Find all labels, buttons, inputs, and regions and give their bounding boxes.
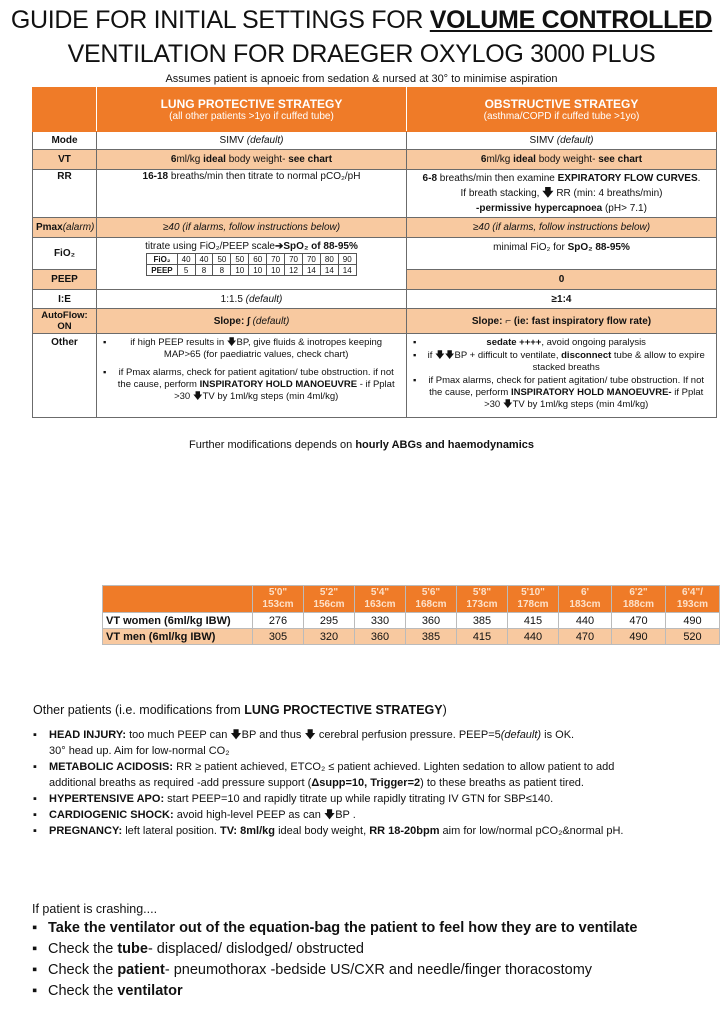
height-ft: 5'6" <box>421 587 441 598</box>
scale-value: 10 <box>249 265 267 276</box>
t: RR ≥ patient achieved, ETCO₂ ≤ patient achieved. Lighten sedation to allow patient to add <box>173 761 615 773</box>
scale-value: 12 <box>285 265 303 276</box>
t: (pH> 7.1) <box>602 203 647 214</box>
list-item <box>32 918 722 939</box>
scale-label: PEEP <box>147 265 177 276</box>
t: Δsupp=10, Trigger=2 <box>311 777 421 789</box>
note: (default) <box>556 135 594 146</box>
t: (default) <box>249 315 290 327</box>
strategy-header-row <box>33 88 717 132</box>
header-blank-cell <box>33 88 97 132</box>
height-cell <box>253 586 304 613</box>
scale-value: 8 <box>213 265 231 276</box>
crashing-heading: If patient is crashing.... <box>32 902 158 916</box>
height-cell <box>508 586 559 613</box>
list-item-continuation <box>33 743 703 759</box>
cell-lung <box>97 290 407 309</box>
t: Check the <box>48 962 118 978</box>
vt-value: 490 <box>612 629 666 645</box>
scale-value: 70 <box>285 254 303 265</box>
t: 6 <box>480 154 487 165</box>
fio2-instruction <box>100 241 403 252</box>
title-emphasis: VOLUME CONTROLLED <box>429 6 713 34</box>
t: (alarm) <box>62 222 95 233</box>
row-label: VT <box>33 150 97 170</box>
height-cm: 173cm <box>466 599 498 610</box>
scale-value: 5 <box>177 265 195 276</box>
row-vt <box>33 150 717 170</box>
t: - pneumothorax -bedside US/CXR and needle/finger thoracostomy <box>164 962 593 978</box>
bullet-icon: ▪ <box>103 367 107 378</box>
vt-value: 360 <box>406 613 457 629</box>
title-prefix: GUIDE FOR INITIAL SETTINGS FOR <box>10 6 430 34</box>
t: ideal <box>203 154 226 165</box>
lung-strategy-title: LUNG PROTECTIVE STRATEGY <box>160 97 343 111</box>
vt-value: 320 <box>304 629 355 645</box>
t <box>422 350 710 374</box>
t: if high PEEP results in 🡇BP, give fluids & inotropes keeping MAP>65 (for paediatric values, check chart) <box>130 337 383 360</box>
bullet-icon: ▪ <box>413 375 417 386</box>
height-cell <box>304 586 355 613</box>
row-fio2 <box>33 238 717 270</box>
height-cm: 188cm <box>622 599 655 610</box>
list-item-metabolic-acidosis <box>33 759 703 775</box>
see-chart-ref: see chart <box>598 154 643 165</box>
t: ml/kg <box>176 154 204 165</box>
t: Check the <box>48 983 118 999</box>
row-label: Mode <box>33 132 97 150</box>
cell-lung <box>97 150 407 170</box>
height-cm: 168cm <box>415 599 447 610</box>
vt-value: 415 <box>457 629 508 645</box>
t: 16-18 <box>142 171 169 182</box>
cell-obstructive: ≥1:4 <box>407 290 717 309</box>
further-modifications-note <box>0 439 723 451</box>
t: disconnect <box>561 350 612 361</box>
t: additional breaths as required -add pressure support ( <box>49 777 312 789</box>
height-cell <box>612 586 666 613</box>
t: CARDIOGENIC SHOCK: <box>49 809 174 821</box>
t: PREGNANCY: <box>49 825 123 837</box>
cell-lung <box>97 334 407 418</box>
see-chart-ref: see chart <box>288 154 333 165</box>
scale-value: 70 <box>267 254 285 265</box>
vt-header-row <box>103 586 720 613</box>
bullet-icon: ▪ <box>413 337 417 348</box>
t: if Pmax alarms, check for patient agitation/ tube obstruction. If not the cause, perform <box>428 375 704 398</box>
vt-value: 330 <box>355 613 406 629</box>
scale-value: 60 <box>249 254 267 265</box>
cell-obstructive <box>407 150 717 170</box>
t: HEAD INJURY: <box>49 729 127 741</box>
cell-lung <box>97 170 407 218</box>
t: if Pmax alarms, check for patient agitation/ tube obstruction. if not the cause, perform <box>117 367 394 390</box>
bullet-item <box>103 367 400 403</box>
vt-women-row <box>103 613 720 629</box>
slope-ramp-icon: ∫ <box>247 315 250 327</box>
vt-chart-table <box>102 585 720 645</box>
list-item <box>32 960 722 981</box>
other-patients-heading <box>33 703 447 717</box>
row-autoflow <box>33 309 717 334</box>
t: Further modifications depends on <box>188 439 356 451</box>
t: titrate using FiO₂/PEEP scale <box>145 241 275 252</box>
vt-value: 415 <box>508 613 559 629</box>
t: SpO₂ of 88-95% <box>283 241 358 252</box>
t: tube <box>117 941 148 957</box>
list-item-cardiogenic-shock <box>33 807 703 823</box>
header-obstructive <box>407 88 717 132</box>
list-item <box>32 939 722 960</box>
note: (default) <box>246 135 284 146</box>
t: body weight- <box>225 154 289 165</box>
t: ideal <box>513 154 536 165</box>
scale-value: 8 <box>195 265 213 276</box>
t: Take the ventilator out of the equation-bag the patient to feel how they are to ventilate <box>48 920 638 936</box>
row-label: VT men (6ml/kg IBW) <box>103 629 253 645</box>
bullet-item <box>413 337 710 349</box>
vt-value: 490 <box>666 613 720 629</box>
vt-value: 295 <box>304 613 355 629</box>
vt-value: 470 <box>612 613 666 629</box>
t: Check the <box>48 941 118 957</box>
cell-obstructive <box>407 334 717 418</box>
value: SIMV <box>219 135 244 146</box>
row-label: PEEP <box>33 270 97 290</box>
t: ventilator <box>117 983 183 999</box>
row-label: VT women (6ml/kg IBW) <box>103 613 253 629</box>
t: if Pplat >30 🡇TV by 1ml/kg steps (min 4ml/kg) <box>484 387 704 410</box>
scale-value: 80 <box>320 254 338 265</box>
t: . <box>697 173 701 184</box>
assumption-note: Assumes patient is apnoeic from sedation & nursed at 30° to minimise aspiration <box>165 73 558 85</box>
rr-line-3 <box>410 203 713 214</box>
scale-value: 14 <box>302 265 320 276</box>
t: Pmax <box>36 222 63 233</box>
t: , avoid ongoing paralysis <box>541 337 646 348</box>
t: ml/kg <box>486 154 514 165</box>
cell-lung <box>97 309 407 334</box>
height-cm: 156cm <box>313 599 345 610</box>
scale-value: 10 <box>231 265 249 276</box>
t <box>422 337 710 349</box>
obstructive-strategy-title: OBSTRUCTIVE STRATEGY <box>484 97 639 111</box>
obstructive-strategy-subtitle: (asthma/COPD if cuffed tube >1yo) <box>483 111 640 122</box>
list-item-pregnancy <box>33 823 703 839</box>
other-patients-list <box>33 727 703 839</box>
cell-obstructive <box>407 238 717 270</box>
list-item <box>32 981 722 1002</box>
t: (ie: fast inspiratory flow rate) <box>511 315 652 327</box>
cell-obstructive <box>407 170 717 218</box>
height-cm: 183cm <box>569 599 601 610</box>
bullet-item <box>103 337 400 361</box>
t: 6 <box>170 154 177 165</box>
t: (default) <box>245 293 283 305</box>
lung-strategy-subtitle: (all other patients >1yo if cuffed tube) <box>169 111 334 122</box>
t: patient <box>117 962 165 978</box>
fio2-peep-scale <box>146 253 356 276</box>
height-cell <box>406 586 457 613</box>
t: LUNG PROCTECTIVE STRATEGY <box>244 703 443 717</box>
slope-step-icon: ⌐ <box>505 315 512 327</box>
list-item-head-injury <box>33 727 703 743</box>
cell-obstructive <box>407 218 717 238</box>
height-ft: 6' <box>581 587 589 598</box>
t: -permissive hypercapnoea <box>476 203 603 214</box>
cell-obstructive <box>407 309 717 334</box>
t <box>422 375 710 411</box>
scale-value: 10 <box>267 265 285 276</box>
t: aim for low/normal pCO₂&normal pH. <box>439 825 624 837</box>
height-ft: 5'8" <box>472 587 492 598</box>
row-label: Other <box>33 334 97 418</box>
header-lung-protective <box>97 88 407 132</box>
scale-label: FiO₂ <box>147 254 177 265</box>
t: SpO₂ 88-95% <box>567 242 630 253</box>
row-mode <box>33 132 717 150</box>
t: ) to these breaths as patient tired. <box>420 777 584 789</box>
row-rr <box>33 170 717 218</box>
t: Slope: <box>213 315 248 327</box>
t: TV: 8ml/kg <box>219 825 276 837</box>
t: left lateral position. <box>122 825 220 837</box>
height-ft: 5'0" <box>268 587 288 598</box>
value: SIMV <box>529 135 554 146</box>
strategy-table <box>32 87 717 418</box>
row-label: I:E <box>33 290 97 309</box>
row-other <box>33 334 717 418</box>
cell-lung <box>97 218 407 238</box>
t: avoid high-level PEEP as can 🡇BP . <box>173 809 356 821</box>
height-ft: 5'2" <box>319 587 339 598</box>
row-label <box>33 218 97 238</box>
vt-value: 385 <box>406 629 457 645</box>
t <box>112 367 400 403</box>
t: RR 18-20bpm <box>369 825 440 837</box>
t: if 🡇🡇BP + difficult to ventilate, <box>427 350 562 361</box>
vt-value: 385 <box>457 613 508 629</box>
height-cm: 153cm <box>262 599 294 610</box>
right-arrow-icon: ➔ <box>275 241 284 252</box>
document-title-line-2: VENTILATION FOR DRAEGER OXYLOG 3000 PLUS <box>67 40 656 68</box>
t: EXPIRATORY FLOW CURVES <box>557 173 698 184</box>
height-ft: 6'2" <box>629 587 648 598</box>
height-cell <box>559 586 612 613</box>
t: 30° head up. Aim for low-normal CO₂ <box>49 745 230 757</box>
document-title-line-1 <box>0 6 723 35</box>
fio2-scale-row <box>147 254 356 265</box>
crashing-list <box>32 918 722 1002</box>
t: ≥40 (if alarms, follow instructions below) <box>162 222 341 233</box>
bullet-item <box>413 375 710 411</box>
t: RR (min: 4 breaths/min) <box>553 188 663 199</box>
vt-value: 360 <box>355 629 406 645</box>
t: - displaced/ dislodged/ obstructed <box>147 941 364 957</box>
vt-value: 470 <box>559 629 612 645</box>
scale-value: 14 <box>338 265 356 276</box>
t: sedate ++++ <box>486 337 542 348</box>
t: Other patients (i.e. modifications from <box>33 703 245 717</box>
height-ft: 5'4" <box>370 587 390 598</box>
scale-value: 70 <box>302 254 320 265</box>
t: (default) <box>500 729 542 741</box>
vt-value: 440 <box>559 613 612 629</box>
rr-line-2 <box>410 184 713 203</box>
row-label: FiO₂ <box>33 238 97 270</box>
scale-value: 90 <box>338 254 356 265</box>
height-cm: 163cm <box>364 599 396 610</box>
scale-value: 40 <box>195 254 213 265</box>
vt-value: 276 <box>253 613 304 629</box>
t: breaths/min then titrate to normal pCO₂/pH <box>168 171 361 182</box>
header-blank-cell <box>103 586 253 613</box>
row-pmax <box>33 218 717 238</box>
t: HYPERTENSIVE APO: <box>49 793 165 805</box>
list-item-continuation <box>33 775 703 791</box>
height-cm: 193cm <box>676 599 709 610</box>
t: If breath stacking, <box>460 188 543 199</box>
vt-value: 305 <box>253 629 304 645</box>
vt-men-row <box>103 629 720 645</box>
height-cell <box>355 586 406 613</box>
t: INSPIRATORY HOLD MANOEUVRE- <box>510 387 672 398</box>
cell-lung <box>97 132 407 150</box>
t: body weight- <box>535 154 599 165</box>
t: start PEEP=10 and rapidly titrate up while rapidly titrating IV GTN for SBP≤140. <box>164 793 554 805</box>
t: 6-8 <box>422 173 437 184</box>
cell-obstructive <box>407 132 717 150</box>
scale-value: 14 <box>320 265 338 276</box>
t: ) <box>442 703 447 717</box>
t: tube & allow to expire stacked breaths <box>532 350 705 373</box>
t: breaths/min then examine <box>437 173 558 184</box>
t: hourly ABGs and haemodynamics <box>355 439 535 451</box>
height-ft: 6'4"/ <box>681 587 704 598</box>
vt-value: 440 <box>508 629 559 645</box>
cell-lung <box>97 238 407 290</box>
bullet-icon: ▪ <box>413 350 417 361</box>
down-arrow-icon: 🡇 <box>542 187 554 199</box>
t: INSPIRATORY HOLD MANOEUVRE <box>199 379 358 390</box>
row-label: RR <box>33 170 97 218</box>
peep-scale-row <box>147 265 356 276</box>
height-cm: 178cm <box>517 599 549 610</box>
t: ≥40 (if alarms, follow instructions below) <box>472 222 651 233</box>
height-cell <box>666 586 720 613</box>
t: METABOLIC ACIDOSIS: <box>49 761 174 773</box>
t: - if Pplat >30 🡇TV by 1ml/kg steps (min 4ml/kg) <box>174 379 395 402</box>
bullet-item <box>413 350 710 374</box>
t: too much PEEP can 🡇BP and thus 🡇 cerebral perfusion pressure. PEEP=5 <box>126 729 501 741</box>
cell-obstructive: 0 <box>407 270 717 290</box>
list-item-hypertensive-apo <box>33 791 703 807</box>
scale-value: 50 <box>231 254 249 265</box>
t: Slope: <box>471 315 506 327</box>
t: ideal body weight, <box>275 825 370 837</box>
rr-line-1 <box>410 173 713 184</box>
height-cell <box>457 586 508 613</box>
scale-value: 40 <box>177 254 195 265</box>
bullet-icon: ▪ <box>103 337 107 348</box>
t: minimal FiO₂ for <box>493 242 568 253</box>
row-ie <box>33 290 717 309</box>
row-label: AutoFlow: ON <box>33 309 97 334</box>
scale-value: 50 <box>213 254 231 265</box>
t: is OK. <box>541 729 575 741</box>
height-ft: 5'10" <box>521 587 545 598</box>
vt-value: 520 <box>666 629 720 645</box>
t: 1:1.5 <box>220 293 243 305</box>
